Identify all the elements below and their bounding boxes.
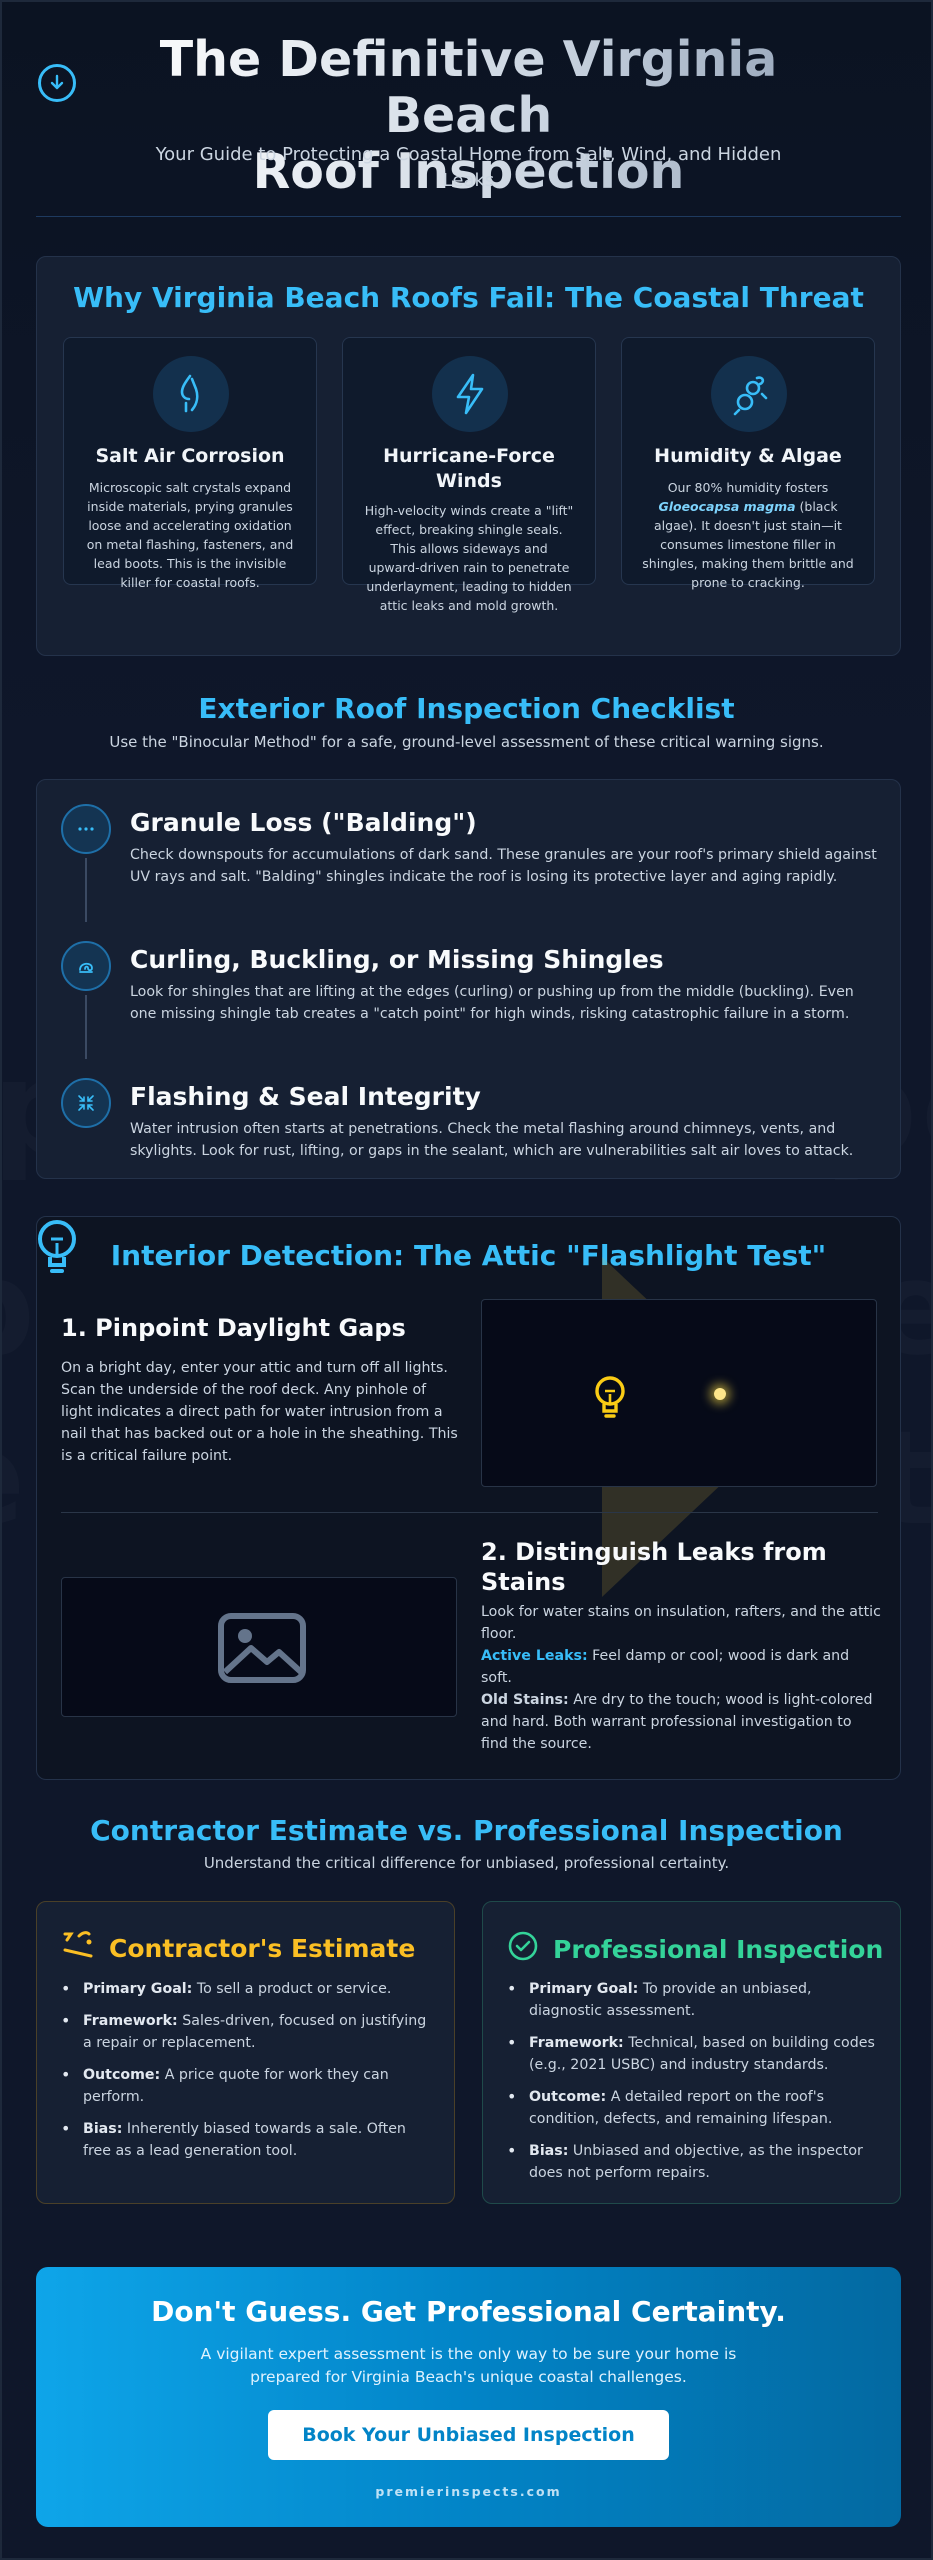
species-name: Gloeocapsa magma — [658, 499, 796, 514]
threat-description: Microscopic salt crystals expand inside materials, prying granules loose and accelerating oxidation on metal flashing, fasteners, and lead boots. This is the invisible killer for coastal roofs. — [86, 480, 294, 590]
list-item-label: Framework: — [529, 2035, 624, 2051]
page-subtitle: Your Guide to Protecting a Coastal Home from Salt, Wind, and Hidden Leaks — [155, 144, 782, 191]
hand-droplet-icon — [153, 356, 229, 432]
timeline-connector — [85, 858, 87, 922]
list-item — [507, 2032, 876, 2076]
contractor-heading — [61, 1930, 415, 1966]
algae-icon — [711, 356, 787, 432]
ruler-icon — [61, 1930, 95, 1966]
attic-stain-image — [61, 1577, 457, 1717]
contractor-estimate-card — [36, 1901, 455, 2204]
checklist-subtitle: Use the "Binocular Method" for a safe, ground-level assessment of these critical warning signs. — [109, 733, 824, 751]
checklist-item — [37, 941, 900, 1051]
check-circle-icon — [507, 1930, 539, 1968]
professional-heading — [507, 1930, 883, 1968]
attic-darkness-image — [481, 1299, 877, 1487]
old-stains-text: Are dry to the touch; wood is light-colored and hard. Both warrant professional investigation to find the source. — [481, 1692, 873, 1752]
step1-title: 1. Pinpoint Daylight Gaps — [61, 1314, 406, 1342]
compare-subtitle: Understand the critical difference for unbiased, professional certainty. — [203, 1854, 730, 1872]
checklist-title: Exterior Roof Inspection Checklist — [198, 692, 735, 725]
list-item-label: Bias: — [529, 2143, 569, 2159]
threat-description — [642, 478, 854, 592]
list-item — [61, 1978, 430, 2000]
threat-title: Salt Air Corrosion — [95, 445, 285, 467]
list-item — [61, 2064, 430, 2108]
threat-title: Hurricane-Force Winds — [383, 445, 555, 492]
step2-title: 2. Distinguish Leaks from Stains — [481, 1538, 827, 1596]
step1-text: On a bright day, enter your attic and turn off all lights. Scan the underside of the roof deck. Any pinhole of light indicates a direct path for water intrusion from a nail that has backed out or a hole in the sheathing. This is a critical failure point. — [61, 1360, 458, 1464]
threat-text-part: (black algae). It doesn't just stain—it consumes limestone filler in shingles, making them brittle and prone to cracking. — [642, 499, 854, 590]
checklist-item-text: Check downspouts for accumulations of dark sand. These granules are your roof's primary shield against UV rays and salt. "Balding" shingles indicate the roof is losing its protective layer and aging rapidly. — [130, 847, 877, 885]
cta-title: Don't Guess. Get Professional Certainty. — [151, 2295, 786, 2328]
list-item-text: Sales-driven, focused on justifying a repair or replacement. — [83, 2013, 427, 2051]
site-link[interactable]: premierinspects.com — [375, 2484, 562, 2499]
step2-text — [481, 1601, 881, 1755]
professional-list — [507, 1978, 876, 2194]
section-title: Why Virginia Beach Roofs Fail: The Coastal Threat — [73, 281, 864, 314]
list-item-text: Unbiased and objective, as the inspector does not perform repairs. — [529, 2143, 863, 2181]
active-leaks-text: Feel damp or cool; wood is dark and soft. — [481, 1648, 850, 1686]
checklist-item-text: Look for shingles that are lifting at the edges (curling) or pushing up from the middle (buckling). Even one missing shingle tab creates a "catch point" for high winds, risking catastrophic failure in a storm. — [130, 984, 854, 1022]
cta-banner — [36, 2267, 901, 2527]
professional-title: Professional Inspection — [553, 1934, 884, 1964]
download-circle-icon — [38, 64, 76, 102]
lightning-icon — [432, 356, 508, 432]
list-item-label: Outcome: — [83, 2067, 161, 2083]
curl-icon — [61, 941, 111, 991]
list-item-label: Bias: — [83, 2121, 123, 2137]
page-title-line1: The Definitive Virginia Beach — [159, 31, 778, 144]
list-item-text: A price quote for work they can perform. — [83, 2067, 389, 2105]
professional-inspection-card — [482, 1901, 901, 2204]
threat-card-wind — [342, 337, 596, 613]
list-item — [507, 2086, 876, 2130]
checklist-item-title: Granule Loss ("Balding") — [130, 808, 477, 837]
lightbulb-icon — [590, 1374, 630, 1426]
cta-text: A vigilant expert assessment is the only way to be sure your home is prepared for Virginia Beach's unique coastal challenges. — [200, 2345, 737, 2386]
list-item-text: A detailed report on the roof's condition, defects, and remaining lifespan. — [529, 2089, 833, 2127]
list-item-text: To provide an unbiased, diagnostic assessment. — [529, 1981, 812, 2019]
list-item-text: Technical, based on building codes (e.g., 2021 USBC) and industry standards. — [529, 2035, 875, 2073]
threat-title: Humidity & Algae — [654, 445, 842, 467]
threat-text-part: Our 80% humidity fosters — [667, 480, 829, 495]
compare-title: Contractor Estimate vs. Professional Inspection — [90, 1814, 843, 1847]
book-inspection-button[interactable]: Book Your Unbiased Inspection — [268, 2410, 669, 2460]
step2-intro: Look for water stains on insulation, rafters, and the attic floor. — [481, 1604, 881, 1642]
checklist-panel — [36, 779, 901, 1179]
list-item-text: To sell a product or service. — [192, 1981, 392, 1997]
contractor-list — [61, 1978, 430, 2172]
image-placeholder-icon — [217, 1612, 307, 1688]
threat-description: High-velocity winds create a "lift" effect, breaking shingle seals. This allows sideways and upward-driven rain to penetrate underlayment, leading to hidden attic leaks and mold growth. — [364, 503, 574, 613]
checklist-item — [37, 1078, 900, 1168]
checklist-item-title: Flashing & Seal Integrity — [130, 1082, 481, 1111]
checklist-item — [37, 804, 900, 914]
dots-icon — [61, 804, 111, 854]
active-leaks-label: Active Leaks: — [481, 1648, 588, 1664]
checklist-item-title: Curling, Buckling, or Missing Shingles — [130, 945, 664, 974]
page-header — [2, 2, 933, 217]
header-divider — [36, 216, 901, 217]
list-item-label: Outcome: — [529, 2089, 607, 2105]
timeline-connector — [85, 995, 87, 1059]
list-item — [61, 2118, 430, 2162]
attic-section — [36, 1216, 901, 1780]
list-item-text: Inherently biased towards a sale. Often free as a lead generation tool. — [83, 2121, 406, 2159]
checklist-item-text: Water intrusion often starts at penetrations. Check the metal flashing around chimneys, vents, and skylights. Look for rust, lifting, or gaps in the sealant, which are vulnerabilities salt air loves to attack. — [130, 1121, 854, 1159]
list-item-label: Primary Goal: — [529, 1981, 639, 1997]
old-stains-label: Old Stains: — [481, 1692, 569, 1708]
list-item — [507, 2140, 876, 2184]
contractor-title: Contractor's Estimate — [109, 1933, 416, 1963]
threat-card-algae — [621, 337, 875, 590]
list-item-label: Framework: — [83, 2013, 178, 2029]
attic-title: Interior Detection: The Attic "Flashlight Test" — [110, 1239, 827, 1272]
threat-card-salt — [63, 337, 317, 590]
light-pinhole — [714, 1388, 726, 1400]
compress-arrows-icon — [61, 1078, 111, 1128]
list-item — [61, 2010, 430, 2054]
coastal-threat-section — [36, 256, 901, 656]
page-title-line2: Roof Inspection — [252, 143, 685, 200]
list-item-label: Primary Goal: — [83, 1981, 193, 1997]
attic-divider — [61, 1512, 878, 1513]
list-item — [507, 1978, 876, 2022]
